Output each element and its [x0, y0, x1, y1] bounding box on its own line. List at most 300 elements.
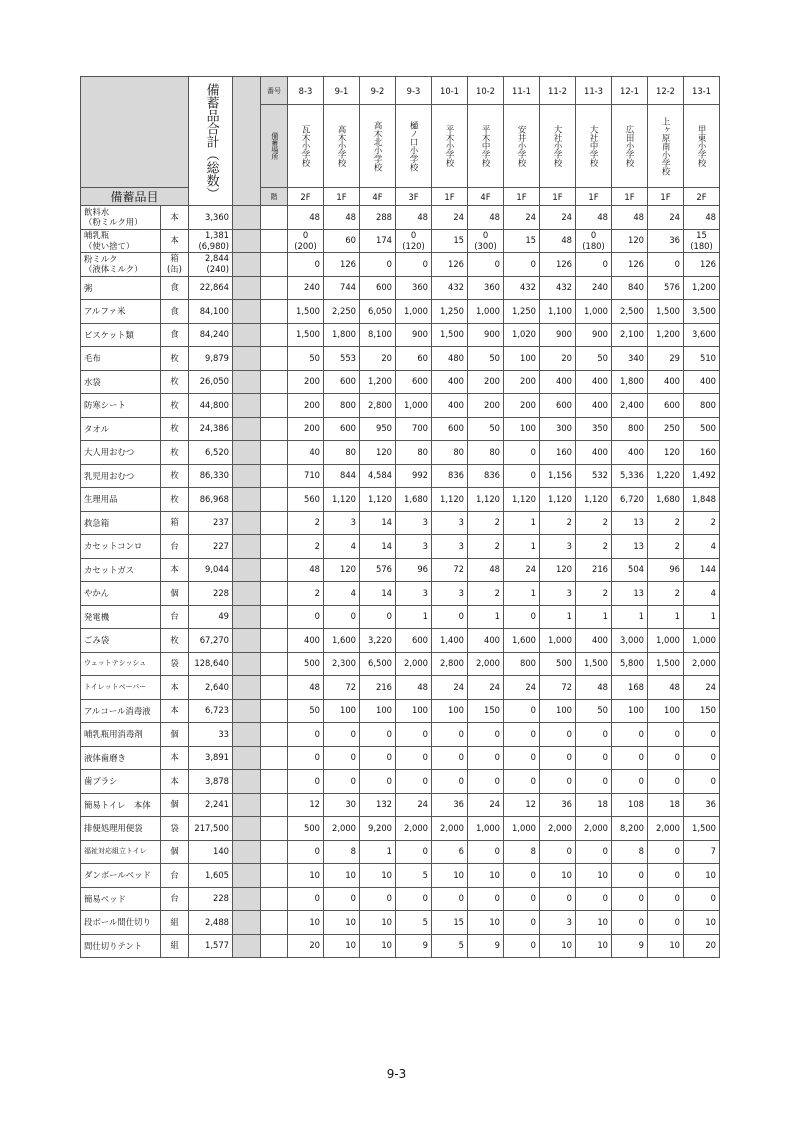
blank-cell — [261, 817, 288, 841]
school-quantity: 0 — [504, 699, 540, 723]
school-quantity: 1 — [468, 605, 504, 629]
school-floor: 1F — [504, 188, 540, 206]
item-total: 86,330 — [189, 464, 233, 488]
item-unit: 組 — [161, 911, 189, 935]
school-quantity: 1,500 — [648, 652, 684, 676]
school-quantity: 80 — [396, 441, 432, 465]
table-row — [81, 488, 720, 512]
school-quantity: 0 — [648, 253, 684, 277]
separator-column — [233, 746, 261, 770]
school-quantity: 2 — [288, 582, 324, 606]
school-quantity: 24 — [396, 793, 432, 817]
school-code: 12-1 — [612, 77, 648, 105]
school-quantity: 560 — [288, 488, 324, 512]
school-quantity: 3,500 — [684, 300, 720, 324]
table-row — [81, 417, 720, 441]
school-quantity: 2,100 — [612, 323, 648, 347]
school-quantity: 600 — [648, 394, 684, 418]
school-quantity: 10 — [360, 934, 396, 958]
school-quantity: 1,250 — [432, 300, 468, 324]
school-quantity: 48 — [540, 229, 576, 253]
school-quantity: 20 — [684, 934, 720, 958]
school-quantity: 0 — [324, 746, 360, 770]
item-total: 9,879 — [189, 347, 233, 371]
school-quantity: 0 — [504, 864, 540, 888]
school-quantity: 50 — [288, 699, 324, 723]
school-quantity: 120 — [540, 558, 576, 582]
school-quantity: 0 — [360, 253, 396, 277]
separator-column — [233, 253, 261, 277]
school-floor: 2F — [288, 188, 324, 206]
school-quantity: 0 — [324, 723, 360, 747]
school-quantity: 0 — [360, 723, 396, 747]
school-code: 11-1 — [504, 77, 540, 105]
school-quantity: 4,584 — [360, 464, 396, 488]
school-quantity: 360 — [396, 276, 432, 300]
item-name: トイレットペーパー — [81, 676, 161, 700]
school-quantity: 2,000 — [540, 817, 576, 841]
school-quantity: 1 — [540, 605, 576, 629]
school-quantity: 80 — [324, 441, 360, 465]
school-quantity: 432 — [540, 276, 576, 300]
school-quantity: 0 — [504, 934, 540, 958]
table-row — [81, 511, 720, 535]
school-quantity: 0 — [612, 887, 648, 911]
blank-cell — [261, 300, 288, 324]
school-quantity: 400 — [576, 394, 612, 418]
school-quantity: 400 — [648, 370, 684, 394]
school-quantity: 0 — [468, 887, 504, 911]
school-quantity: 100 — [504, 347, 540, 371]
school-quantity: 96 — [648, 558, 684, 582]
item-name: 防寒シート — [81, 394, 161, 418]
table-row — [81, 464, 720, 488]
school-quantity: 48 — [396, 206, 432, 230]
item-total: 237 — [189, 511, 233, 535]
item-total: 67,270 — [189, 629, 233, 653]
school-quantity: 2,000 — [684, 652, 720, 676]
school-quantity: 30 — [324, 793, 360, 817]
item-name: 歯ブラシ — [81, 770, 161, 794]
item-total: 3,878 — [189, 770, 233, 794]
school-quantity: 0 — [504, 605, 540, 629]
school-quantity: 50 — [288, 347, 324, 371]
school-quantity: 72 — [540, 676, 576, 700]
school-quantity: 13 — [612, 511, 648, 535]
school-quantity: 100 — [612, 699, 648, 723]
school-quantity: 2 — [684, 511, 720, 535]
school-quantity: 2,000 — [468, 652, 504, 676]
item-name: ビスケット類 — [81, 323, 161, 347]
school-quantity: 3 — [540, 582, 576, 606]
item-name: 生理用品 — [81, 488, 161, 512]
school-floor: 4F — [360, 188, 396, 206]
table-row — [81, 605, 720, 629]
item-unit: 本 — [161, 699, 189, 723]
school-quantity: 500 — [288, 817, 324, 841]
blank-cell — [261, 253, 288, 277]
school-quantity: 0 — [504, 464, 540, 488]
school-quantity: 126 — [684, 253, 720, 277]
item-name: 排便処理用便袋 — [81, 817, 161, 841]
separator-column — [233, 276, 261, 300]
blank-cell — [261, 441, 288, 465]
item-header: 備蓄品目 — [81, 188, 189, 206]
stockpile-table — [80, 76, 720, 958]
school-quantity: 0 — [288, 840, 324, 864]
school-quantity: 10 — [540, 864, 576, 888]
school-quantity: 800 — [324, 394, 360, 418]
separator-column — [233, 629, 261, 653]
separator-column — [233, 934, 261, 958]
school-quantity: 0 — [396, 746, 432, 770]
school-quantity: 4 — [684, 582, 720, 606]
school-quantity: 0 — [612, 723, 648, 747]
item-unit: 個 — [161, 582, 189, 606]
item-unit: 食 — [161, 323, 189, 347]
school-quantity: 80 — [468, 441, 504, 465]
school-quantity: 6,720 — [612, 488, 648, 512]
school-quantity: 576 — [360, 558, 396, 582]
school-quantity: 24 — [504, 206, 540, 230]
school-quantity: 3 — [432, 582, 468, 606]
school-quantity: 500 — [288, 652, 324, 676]
school-quantity: 1,120 — [468, 488, 504, 512]
item-total: 9,044 — [189, 558, 233, 582]
school-quantity: 100 — [540, 699, 576, 723]
school-floor: 3F — [396, 188, 432, 206]
school-quantity: 1,000 — [504, 817, 540, 841]
separator-column — [233, 582, 261, 606]
school-quantity: 0 — [684, 770, 720, 794]
school-name: 平木中学校 — [468, 105, 504, 188]
school-quantity: 120 — [648, 441, 684, 465]
school-quantity: 2,300 — [324, 652, 360, 676]
school-quantity: 24 — [648, 206, 684, 230]
item-name: 大人用おむつ — [81, 441, 161, 465]
school-quantity: 0 — [612, 911, 648, 935]
school-quantity: 950 — [360, 417, 396, 441]
school-quantity: 216 — [360, 676, 396, 700]
school-name: 安井小学校 — [504, 105, 540, 188]
school-quantity: 500 — [540, 652, 576, 676]
blank-cell — [261, 887, 288, 911]
school-quantity: 0 — [432, 723, 468, 747]
school-quantity: 0 — [504, 441, 540, 465]
school-quantity: 400 — [288, 629, 324, 653]
school-quantity: 1,500 — [576, 652, 612, 676]
school-quantity: 900 — [396, 323, 432, 347]
school-quantity: 2 — [576, 535, 612, 559]
item-unit: 枚 — [161, 629, 189, 653]
school-quantity: 2 — [648, 535, 684, 559]
item-unit: 枚 — [161, 394, 189, 418]
item-unit: 枚 — [161, 347, 189, 371]
school-quantity: 1,400 — [432, 629, 468, 653]
number-label-cell — [261, 77, 288, 105]
school-quantity: 50 — [468, 347, 504, 371]
separator-column — [233, 699, 261, 723]
school-quantity: 400 — [612, 441, 648, 465]
table-row — [81, 347, 720, 371]
school-quantity: 400 — [540, 370, 576, 394]
school-quantity: 4 — [324, 535, 360, 559]
school-quantity: 216 — [576, 558, 612, 582]
school-quantity: 1,120 — [324, 488, 360, 512]
school-quantity: 15 (180) — [684, 229, 720, 253]
school-quantity: 0 — [324, 887, 360, 911]
school-quantity: 200 — [288, 394, 324, 418]
table-row — [81, 300, 720, 324]
school-quantity: 50 — [468, 417, 504, 441]
school-code: 9-2 — [360, 77, 396, 105]
school-quantity: 24 — [504, 558, 540, 582]
school-quantity: 0 — [576, 770, 612, 794]
school-quantity: 1 — [396, 605, 432, 629]
school-quantity: 0 — [324, 770, 360, 794]
school-quantity: 0 — [576, 887, 612, 911]
school-quantity: 2,000 — [396, 817, 432, 841]
school-quantity: 8 — [324, 840, 360, 864]
school-quantity: 200 — [288, 417, 324, 441]
item-unit: 個 — [161, 840, 189, 864]
school-floor: 4F — [468, 188, 504, 206]
school-floor: 1F — [432, 188, 468, 206]
separator-column — [233, 394, 261, 418]
item-total: 128,640 — [189, 652, 233, 676]
school-quantity: 1,120 — [540, 488, 576, 512]
school-quantity: 5 — [396, 864, 432, 888]
school-quantity: 1,100 — [540, 300, 576, 324]
item-total: 3,360 — [189, 206, 233, 230]
school-floor: 1F — [612, 188, 648, 206]
table-row — [81, 535, 720, 559]
table-body — [81, 206, 720, 958]
item-unit: 台 — [161, 605, 189, 629]
item-name: アルファ米 — [81, 300, 161, 324]
school-quantity: 3 — [396, 582, 432, 606]
blank-cell — [261, 911, 288, 935]
separator-column — [233, 77, 261, 206]
school-quantity: 844 — [324, 464, 360, 488]
item-unit: 食 — [161, 300, 189, 324]
school-quantity: 4 — [684, 535, 720, 559]
school-quantity: 10 — [576, 934, 612, 958]
school-quantity: 50 — [576, 699, 612, 723]
blank-cell — [261, 229, 288, 253]
item-total: 228 — [189, 582, 233, 606]
school-quantity: 400 — [576, 441, 612, 465]
school-name: 大社中学校 — [576, 105, 612, 188]
item-name: 飲料水 （粉ミルク用） — [81, 206, 161, 230]
school-code: 8-3 — [288, 77, 324, 105]
item-unit: 台 — [161, 864, 189, 888]
table-row — [81, 887, 720, 911]
table-row — [81, 864, 720, 888]
school-quantity: 1,500 — [648, 300, 684, 324]
item-total: 33 — [189, 723, 233, 747]
school-code: 9-3 — [396, 77, 432, 105]
item-name: 水袋 — [81, 370, 161, 394]
school-quantity: 48 — [468, 206, 504, 230]
school-quantity: 2,000 — [324, 817, 360, 841]
school-quantity: 1,500 — [684, 817, 720, 841]
item-total: 44,800 — [189, 394, 233, 418]
item-unit: 個 — [161, 793, 189, 817]
school-name: 甲東小学校 — [684, 105, 720, 188]
school-quantity: 0 (120) — [396, 229, 432, 253]
blank-cell — [261, 676, 288, 700]
school-name: 瓦木小学校 — [288, 105, 324, 188]
school-quantity: 1 — [504, 535, 540, 559]
school-quantity: 0 — [504, 746, 540, 770]
school-quantity: 10 — [684, 864, 720, 888]
item-name: ごみ袋 — [81, 629, 161, 653]
location-label: 備蓄場所 — [270, 132, 279, 160]
blank-cell — [261, 511, 288, 535]
item-unit: 袋 — [161, 817, 189, 841]
school-quantity: 0 — [612, 864, 648, 888]
school-quantity: 1,120 — [360, 488, 396, 512]
separator-column — [233, 676, 261, 700]
item-unit: 枚 — [161, 417, 189, 441]
separator-column — [233, 535, 261, 559]
school-quantity: 13 — [612, 535, 648, 559]
school-quantity: 600 — [432, 417, 468, 441]
school-quantity: 0 — [396, 253, 432, 277]
school-quantity: 840 — [612, 276, 648, 300]
school-quantity: 2,500 — [612, 300, 648, 324]
school-quantity: 2 — [468, 511, 504, 535]
school-quantity: 3 — [324, 511, 360, 535]
school-quantity: 0 — [540, 840, 576, 864]
item-name: 粥 — [81, 276, 161, 300]
item-name: 哺乳瓶 （使い捨て） — [81, 229, 161, 253]
school-quantity: 48 — [396, 676, 432, 700]
school-quantity: 0 (180) — [576, 229, 612, 253]
table-row — [81, 582, 720, 606]
school-name: 高木北小学校 — [360, 105, 396, 188]
school-quantity: 1 — [684, 605, 720, 629]
school-quantity: 0 — [612, 770, 648, 794]
school-quantity: 200 — [468, 394, 504, 418]
school-quantity: 36 — [432, 793, 468, 817]
school-quantity: 1,000 — [396, 300, 432, 324]
item-unit: 組 — [161, 934, 189, 958]
school-quantity: 200 — [504, 370, 540, 394]
school-floor: 1F — [540, 188, 576, 206]
school-quantity: 0 — [468, 840, 504, 864]
school-quantity: 0 — [576, 253, 612, 277]
item-unit: 本 — [161, 770, 189, 794]
item-unit: 本 — [161, 746, 189, 770]
school-quantity: 10 — [288, 911, 324, 935]
separator-column — [233, 206, 261, 230]
school-quantity: 12 — [504, 793, 540, 817]
school-quantity: 1,600 — [504, 629, 540, 653]
table-row — [81, 441, 720, 465]
school-quantity: 0 — [288, 723, 324, 747]
school-quantity: 2,800 — [432, 652, 468, 676]
floor-label: 階 — [261, 188, 288, 206]
school-quantity: 1,848 — [684, 488, 720, 512]
blank-cell — [261, 746, 288, 770]
school-quantity: 48 — [288, 558, 324, 582]
school-quantity: 900 — [540, 323, 576, 347]
table-row — [81, 652, 720, 676]
school-quantity: 0 — [540, 746, 576, 770]
school-quantity: 80 — [432, 441, 468, 465]
school-quantity: 1,156 — [540, 464, 576, 488]
school-quantity: 510 — [684, 347, 720, 371]
item-total: 2,241 — [189, 793, 233, 817]
school-quantity: 8 — [612, 840, 648, 864]
school-quantity: 24 — [432, 206, 468, 230]
school-code: 12-2 — [648, 77, 684, 105]
item-total: 6,520 — [189, 441, 233, 465]
school-quantity: 15 — [432, 229, 468, 253]
school-quantity: 3 — [540, 911, 576, 935]
school-quantity: 126 — [432, 253, 468, 277]
school-quantity: 576 — [648, 276, 684, 300]
school-quantity: 1,220 — [648, 464, 684, 488]
school-floor: 2F — [684, 188, 720, 206]
school-quantity: 400 — [432, 370, 468, 394]
school-quantity: 14 — [360, 582, 396, 606]
school-quantity: 126 — [324, 253, 360, 277]
school-quantity: 340 — [612, 347, 648, 371]
table-row — [81, 323, 720, 347]
school-quantity: 0 — [576, 840, 612, 864]
item-total: 6,723 — [189, 699, 233, 723]
school-quantity: 200 — [504, 394, 540, 418]
school-quantity: 3 — [396, 535, 432, 559]
school-quantity: 2 — [288, 511, 324, 535]
school-quantity: 0 — [648, 887, 684, 911]
school-quantity: 126 — [540, 253, 576, 277]
school-quantity: 0 — [540, 723, 576, 747]
item-total: 140 — [189, 840, 233, 864]
item-total: 22,864 — [189, 276, 233, 300]
school-quantity: 5,336 — [612, 464, 648, 488]
blank-cell — [261, 558, 288, 582]
school-quantity: 250 — [648, 417, 684, 441]
school-quantity: 1,680 — [396, 488, 432, 512]
school-quantity: 48 — [576, 206, 612, 230]
total-header — [189, 77, 233, 206]
school-quantity: 0 — [396, 723, 432, 747]
school-quantity: 0 — [504, 887, 540, 911]
school-quantity: 2,000 — [576, 817, 612, 841]
school-quantity: 10 — [324, 934, 360, 958]
school-code: 9-1 — [324, 77, 360, 105]
item-unit: 本 — [161, 676, 189, 700]
school-quantity: 288 — [360, 206, 396, 230]
item-total: 227 — [189, 535, 233, 559]
page-number: 9-3 — [386, 1067, 407, 1081]
school-quantity: 48 — [684, 206, 720, 230]
table-row — [81, 746, 720, 770]
item-unit: 枚 — [161, 441, 189, 465]
school-quantity: 1,200 — [648, 323, 684, 347]
school-quantity: 126 — [612, 253, 648, 277]
school-quantity: 5,800 — [612, 652, 648, 676]
school-quantity: 6,050 — [360, 300, 396, 324]
table-row — [81, 793, 720, 817]
school-quantity: 1 — [576, 605, 612, 629]
school-quantity: 0 — [576, 723, 612, 747]
school-quantity: 14 — [360, 535, 396, 559]
